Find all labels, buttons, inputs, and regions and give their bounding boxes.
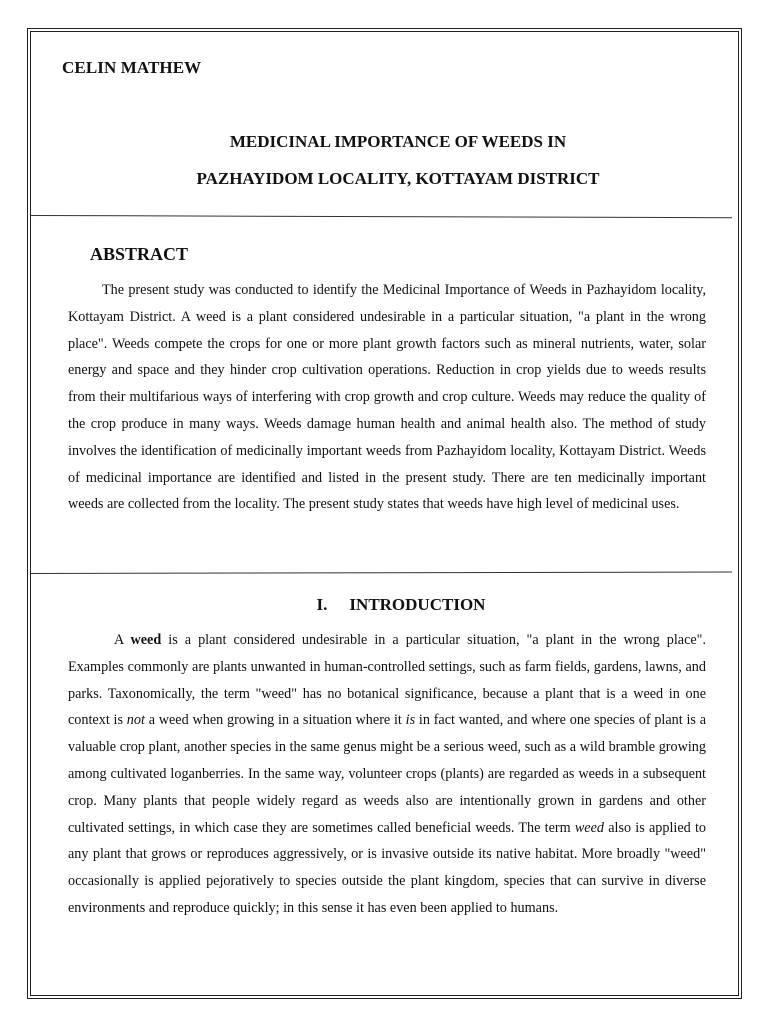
intro-text-3: a weed when growing in a situation where it <box>144 712 406 729</box>
introduction-paragraph <box>68 627 706 922</box>
paper-title-line-1: MEDICINAL IMPORTANCE OF WEEDS IN <box>229 132 567 151</box>
intro-term-weed: weed <box>130 632 162 648</box>
introduction-heading <box>32 595 768 615</box>
intro-text-2: is a plant considered undesirable in a particular situation, "a plant in the wrong place". Examples commonly are plants unwanted in human-controlled settings, such as farm fields, gardens, lawns, and parks. Taxonomically, the term "weed" has no botanical significance, because a plant that is a weed in one context is <box>68 632 707 729</box>
abstract-paragraph: The present study was conducted to identify the Medicinal Importance of Weeds in Pazhayidom locality, Kottayam District. A weed is a plant considered undesirable in a particular situation, "a plant in the wrong place". Weeds compete the crops for one or more plant growth factors such as mineral nutrients, water, solar energy and space and they hinder crop cultivation operations. Reduction in crop yields due to weeds results from their multifarious ways of interfering with crop growth and crop culture. Weeds may reduce the quality of the crop produce in many ways. Weeds damage human health and animal health also. The method of study involves the identification of medicinally important weeds from Pazhayidom locality, Kottayam District. Weeds of medicinal importance are identified and listed in the present study. There are ten medicinally important weeds are collected from the locality. The present study states that weeds have high level of medicinal uses. <box>68 282 706 513</box>
paper-title-line-2: PAZHAYIDOM LOCALITY, KOTTAYAM DISTRICT <box>196 169 600 188</box>
intro-emphasis-is: is <box>405 712 416 729</box>
intro-emphasis-not: not <box>126 712 145 729</box>
intro-text-4: in fact wanted, and where one species of plant is a valuable crop plant, another species in the same genus might be a serious weed, such as a wild bramble growing among cultivated loganberries. In the same way, volunteer crops (plants) are regarded as weeds in a subsequent crop. Many plants that people widely regard as weeds also are intentionally grown in gardens and other cultivated settings, in which case they are sometimes called beneficial weeds. The term <box>68 712 706 836</box>
intro-text-1: A <box>114 632 131 648</box>
intro-emphasis-weed: weed <box>574 819 604 836</box>
intro-text-5: also is applied to any plant that grows or reproduces aggressively, or is invasive outside its native habitat. More broadly "weed" occasionally is applied pejoratively to species outside the plant kingdom, species that can survive in diverse environments and reproduce quickly; in this sense it has even been applied to humans. <box>68 819 706 916</box>
abstract-heading: ABSTRACT <box>90 244 189 264</box>
author-name: CELIN MATHEW <box>62 58 202 77</box>
section-number: I. <box>316 595 328 614</box>
section-title: INTRODUCTION <box>349 595 486 614</box>
